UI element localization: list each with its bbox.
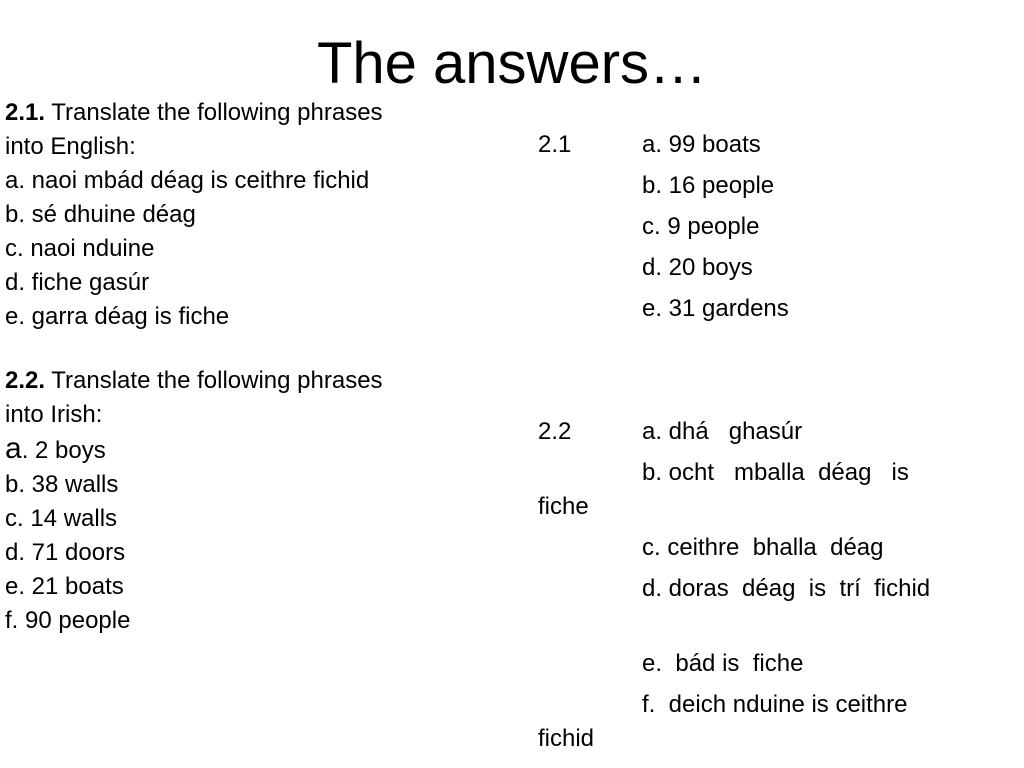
- answer-item-wrap: fiche: [538, 493, 589, 520]
- question-number: 2.1.: [5, 99, 46, 126]
- answer-item: a. 99 boats: [642, 131, 761, 158]
- spacer: [5, 334, 475, 364]
- question-item: b. 38 walls: [5, 471, 119, 498]
- question-item: e. garra déag is fiche: [5, 303, 230, 330]
- question-2-2-heading: [5, 364, 475, 398]
- answer-item: b. ocht mballa déag is: [642, 459, 909, 486]
- question-item: [5, 432, 475, 468]
- question-2-1-heading: [5, 96, 475, 130]
- answer-item: e. bád is fiche: [642, 650, 804, 677]
- answer-item: c. 9 people: [642, 213, 760, 240]
- question-item: b. sé dhuine déag: [5, 201, 196, 228]
- question-item: d. 71 doors: [5, 539, 126, 566]
- answer-item: c. ceithre bhalla déag: [642, 534, 884, 561]
- questions-column: [5, 96, 475, 638]
- question-text-cont: into Irish:: [5, 401, 103, 428]
- question-text-cont: into English:: [5, 133, 136, 160]
- question-item: d. fiche gasúr: [5, 269, 150, 296]
- answer-item: f. deich nduine is ceithre: [642, 691, 908, 718]
- answer-item: e. 31 gardens: [642, 295, 789, 322]
- question-text: Translate the following phrases: [45, 367, 383, 394]
- question-text: Translate the following phrases: [45, 99, 383, 126]
- answer-item: d. doras déag is trí fichid: [642, 575, 931, 602]
- item-letter: a: [5, 432, 22, 465]
- item-text: . 2 boys: [21, 437, 106, 464]
- answer-item: b. 16 people: [642, 172, 775, 199]
- answer-item-wrap: fichid: [538, 725, 595, 752]
- slide-title: The answers…: [316, 31, 708, 96]
- question-number: 2.2.: [5, 367, 46, 394]
- question-item: c. naoi nduine: [5, 235, 155, 262]
- answer-item: a. dhá ghasúr: [642, 418, 803, 445]
- answer-section-label: 2.1: [538, 131, 572, 158]
- answer-section-label: 2.2: [538, 418, 572, 445]
- question-item: f. 90 people: [5, 607, 131, 634]
- question-item: e. 21 boats: [5, 573, 124, 600]
- question-item: a. naoi mbád déag is ceithre fichid: [5, 167, 370, 194]
- answer-item: d. 20 boys: [642, 254, 753, 281]
- question-item: c. 14 walls: [5, 505, 118, 532]
